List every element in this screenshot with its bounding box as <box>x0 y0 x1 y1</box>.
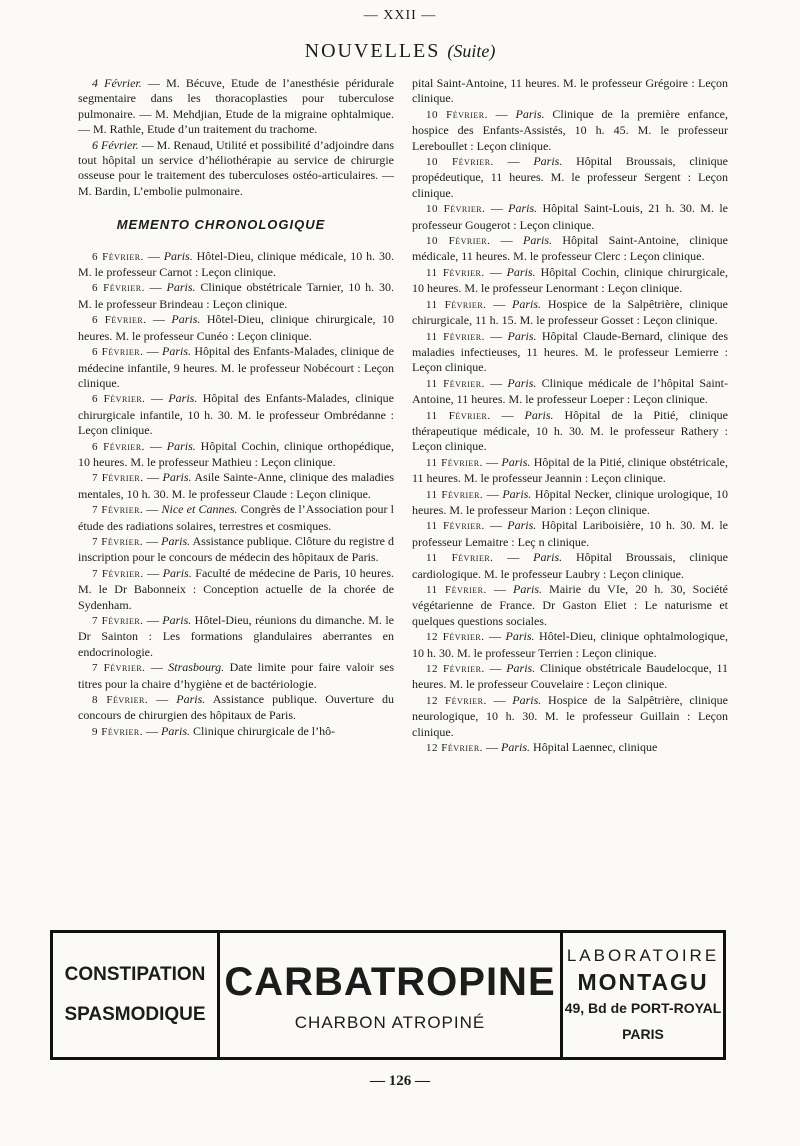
entry-date: 6 Février. <box>92 282 145 295</box>
entry-text: Clinique de la première enfance, hospice des Enfants-Assistés, 10 h. 45. M. le professeur Lereboullet : Leçon clinique. <box>412 106 728 153</box>
entry-city: Paris. <box>162 613 192 627</box>
entry-date: 10 Février. <box>426 108 488 121</box>
entry-date: 6 Février. <box>92 314 147 327</box>
entry-text: — M. Renaud, Utilité et possibilité d’adjoindre dans tout hôpital un service d’héliothérapie au service de chirurgie osseuse pour le traitement des tuberculoses ostéo-articulaires. — M. Bardin, L’embolie pulmonaire. <box>78 137 395 198</box>
entry: 7 Février. — Paris. Hôtel-Dieu, réunions du dimanche. M. le Dr Sainton : Les formations glandulaires aberrantes en endocrinologie. <box>78 613 394 659</box>
entry-city: Paris. <box>162 344 192 359</box>
entry-date: 6 Février. <box>92 346 144 359</box>
entry-text: Faculté de médecine de Paris, 10 heures. M. le Dr Babonneix : Conception actuelle de la chorée de Sydenham. <box>78 565 394 612</box>
entry-city: Paris. <box>166 438 196 453</box>
ad-left-panel <box>53 933 220 1057</box>
entry-text: Date limite pour faire valoir ses titres pour la chaire d’hygiène et de bactériologie. <box>78 660 394 691</box>
entry: 11 Février. — Paris. Mairie du VIe, 20 h. 30, Société végétarienne de France. Dr Gaston Eliet : Le naturisme et quelques questions sociales. <box>412 582 729 628</box>
ad-left-line1: CONSTIPATION <box>64 964 206 985</box>
entry-date: 11 Février. <box>426 520 485 533</box>
entry-city: Paris. <box>168 391 198 406</box>
memento-heading: MEMENTO CHRONOLOGIQUE <box>116 217 326 233</box>
entry-text: Hôpital Claude-Bernard, clinique des maladies infectieuses, 11 heures. M. le professeur Lemierre : Leçon clinique. <box>412 328 729 375</box>
entry-text: Hôtel-Dieu, clinique chirurgicale, 10 heures. M. le professeur Cunéo : Leçon clinique. <box>78 312 394 343</box>
entry-date: 11 Février. <box>426 298 487 311</box>
section-title-text: NOUVELLES <box>304 40 441 62</box>
entry: 11 Février. — Paris. Hôpital Cochin, clinique chirurgicale, 10 heures. M. le professeur Lenormant : Leçon clinique. <box>412 264 728 296</box>
entry: 7 Février. — Nice et Cannes. Congrès de l’Association pour l étude des radiations solaires, terrestres et cosmiques. <box>78 502 394 533</box>
right-continuation: pital Saint-Antoine, 11 heures. M. le professeur Grégoire : Leçon clinique. <box>412 76 728 106</box>
entry-date: 12 Février. <box>426 631 485 644</box>
entry-city: Paris. <box>176 692 206 707</box>
entry-date: 6 Février. <box>92 137 139 152</box>
entry: 12 Février. — Paris. Hospice de la Salpêtrière, clinique neurologique, 10 h. 30. M. le professeur Guillain : Leçon clinique. <box>412 692 729 739</box>
entry-date: 7 Février. <box>92 567 144 580</box>
entry-text: Clinique médicale de l’hôpital Saint-Antoine, 11 heures. M. le professeur Loeper : Leçon clinique. <box>412 375 728 407</box>
entry <box>78 138 394 200</box>
entry-city: Paris. <box>512 296 542 311</box>
entry: 7 Février. — Strasbourg. Date limite pour faire valoir ses titres pour la chaire d’hygiène et de bactériologie. <box>78 660 394 691</box>
entry-city: Paris. <box>161 723 191 738</box>
entry-city: Paris. <box>515 106 545 121</box>
entry: 7 Février. — Paris. Assistance publique. Clôture du registre d inscription pour le concours de médecin des hôpitaux de Paris. <box>78 533 394 565</box>
entry-date: 7 Février. <box>92 615 144 627</box>
entry-city: Paris. <box>523 233 553 248</box>
entry-date: 10 Février. <box>426 203 486 216</box>
entry: 7 Février. — Paris. Asile Sainte-Anne, clinique des maladies mentales, 10 h. 30. M. le professeur Claude : Leçon clinique. <box>78 470 395 501</box>
entry-city: Paris. <box>501 740 531 755</box>
entry: 11 Février. — Paris. Hôpital Broussais, clinique cardiologique. M. le professeur Laubry : Leçon clinique. <box>412 550 728 581</box>
entry: 11 Février. — Paris. Hôpital Claude-Bernard, clinique des maladies infectieuses, 11 heures. M. le professeur Lemierre : Leçon clinique. <box>412 328 729 375</box>
entry-text: Hôpital Cochin, clinique orthopédique, 10 heures. M. le professeur Mathieu : Leçon clinique. <box>78 438 394 469</box>
entry-text: Hôpital Laennec, clinique <box>530 740 658 755</box>
entry-city: Paris. <box>512 692 542 707</box>
entry-text: Clinique chirurgicale de l’hô- <box>190 723 336 738</box>
entry-city: Paris. <box>507 328 537 343</box>
entry: 12 Février. — Paris. Hôtel-Dieu, clinique ophtalmologique, 10 h. 30. M. le professeur Terrien : Leçon clinique. <box>412 629 728 660</box>
entry-date: 6 Février. <box>92 250 144 263</box>
entry-text: Hôpital Saint-Louis, 21 h. 30. M. le professeur Gougerot : Leçon clinique. <box>412 201 728 232</box>
entry-text: Hospice de la Salpêtrière, clinique neurologique, 10 h. 30. M. le professeur Guillain : Leçon clinique. <box>412 692 729 739</box>
entry-city: Nice et Cannes. <box>161 502 238 517</box>
entry-date: 12 Février. <box>426 694 487 707</box>
entry: 7 Février. — Paris. Faculté de médecine de Paris, 10 heures. M. le Dr Babonneix : Conception actuelle de la chorée de Sydenham. <box>78 565 394 612</box>
entry-text: Hôpital Broussais, clinique propédeutique, 11 heures. M. le professeur Sergent : Leçon clinique. <box>412 154 728 200</box>
entry-city: Paris. <box>533 154 563 169</box>
entry-date: 11 Février. <box>426 330 485 343</box>
entry-date: 11 Février. <box>426 552 494 565</box>
entry-date: 7 Février. <box>92 504 144 517</box>
entry: 8 Février. — Paris. Assistance publique. Ouverture du concours de chirurgien des hôpitaux de Paris. <box>78 692 394 723</box>
entry-date: 8 Février. <box>92 694 149 707</box>
entry-city: Paris. <box>513 582 543 596</box>
ad-right-panel <box>563 933 723 1057</box>
entry-text: Hôpital des Enfants-Malades, clinique de médecine infantile, 9 heures. M. le professeur Nobécourt : Leçon clinique. <box>78 344 394 390</box>
entry-text: Hospice de la Salpêtrière, clinique chirurgicale, 11 h. 15. M. le professeur Gosset : Leçon clinique. <box>412 296 728 328</box>
entry: 11 Février. — Paris. Hôpital de la Pitié, clinique obstétricale, 11 heures. M. le professeur Jeannin : Leçon clinique. <box>412 454 728 486</box>
entry: 12 Février. — Paris. Hôpital Laennec, clinique <box>426 740 658 755</box>
entry-text: Hôtel-Dieu, réunions du dimanche. M. le Dr Sainton : Les formations glandulaires aberrantes en endocrinologie. <box>78 613 394 659</box>
entry-city: Paris. <box>506 661 536 676</box>
page-header: — XXII — <box>363 8 437 23</box>
entry-text: Clinique obstétricale Baudelocque, 11 heures. M. le professeur Couvelaire : Leçon clinique. <box>412 661 728 692</box>
entry-city: Paris. <box>507 518 537 533</box>
entry: 6 Février. — Paris. Hôpital des Enfants-Malades, clinique chirurgicale infantile, 10 h. 30. M. le professeur Ombrédanne : Leçon clinique. <box>78 391 395 438</box>
entry-text: Congrès de l’Association pour l étude des radiations solaires, terrestres et cosmiques. <box>78 502 394 533</box>
right-memento-entries <box>412 107 728 757</box>
section-title <box>0 40 800 63</box>
entry-city: Paris. <box>508 201 538 216</box>
entry-text: Hôtel-Dieu, clinique ophtalmologique, 10 h. 30. M. le professeur Terrien : Leçon clinique. <box>412 629 728 660</box>
entry-date: 11 Février. <box>426 377 485 390</box>
entry-text: — M. Bécuve, Etude de l’anesthésie péridurale segmentaire dans les thoracoplasties pour tuberculose pulmonaire. — M. Mehdjian, Etude de la migraine ophtalmique. — M. Rathle, Etude d’un traitement du trachome. <box>78 76 395 137</box>
entry-date: 12 Février. <box>426 742 484 755</box>
entry-city: Paris. <box>163 248 193 263</box>
entry-date: 7 Février. <box>92 662 146 675</box>
entry-city: Paris. <box>171 312 201 327</box>
left-memento-entries <box>78 249 394 741</box>
entry-city: Paris. <box>166 280 196 295</box>
entry-city: Paris. <box>505 629 535 644</box>
entry-text: Hôpital Broussais, clinique cardiologique. M. le professeur Laubry : Leçon clinique. <box>412 550 728 581</box>
entry-city: Paris. <box>162 470 192 485</box>
entry-date: 7 Février. <box>92 535 144 548</box>
entry-city: Paris. <box>162 565 192 580</box>
section-title-suite: (Suite) <box>447 41 496 61</box>
ad-subtitle: CHARBON ATROPINÉ <box>294 1013 486 1032</box>
entry-date: 4 Février. <box>92 76 142 90</box>
entry-text: Hôpital des Enfants-Malades, clinique chirurgicale infantile, 10 h. 30. M. le professeur Ombrédanne : Leçon clinique. <box>78 391 395 438</box>
ad-lab-line2: MONTAGU <box>577 969 709 995</box>
entry-text: Assistance publique. Clôture du registre d inscription pour le concours de médecin des hôpitaux de Paris. <box>78 533 394 565</box>
entry-city: Paris. <box>502 486 532 501</box>
ad-middle-panel <box>220 933 563 1057</box>
entry: 11 Février. — Paris. Hôpital Lariboisière, 10 h. 30. M. le professeur Lemaitre : Leç n clinique. <box>412 518 729 549</box>
entry-text: Hôpital de la Pitié, clinique obstétricale, 11 heures. M. le professeur Jeannin : Leçon clinique. <box>412 454 728 486</box>
advertisement-box <box>50 930 726 1060</box>
entry-text: Mairie du VIe, 20 h. 30, Société végétarienne de France. Dr Gaston Eliet : Le naturisme et quelques questions sociales. <box>412 582 729 628</box>
entry-city: Paris. <box>533 550 563 565</box>
left-column <box>78 76 394 740</box>
ad-lab-address: 49, Bd de PORT-ROYAL <box>564 1000 722 1016</box>
entry-text: Clinique obstétricale Tarnier, 10 h. 30. M. le professeur Brindeau : Leçon clinique. <box>78 280 394 311</box>
entry: 10 Février. — Paris. Hôpital Saint-Antoine, clinique médicale, 11 heures. M. le professeur Clerc : Leçon clinique. <box>412 233 728 264</box>
entry: 10 Février. — Paris. Clinique de la première enfance, hospice des Enfants-Assistés, 10 h. 45. M. le professeur Lereboullet : Leçon clinique. <box>412 106 728 153</box>
entry-date: 6 Février. <box>92 440 145 453</box>
entry-date: 11 Février. <box>426 266 485 279</box>
entry: 12 Février. — Paris. Clinique obstétricale Baudelocque, 11 heures. M. le professeur Couvelaire : Leçon clinique. <box>412 661 728 692</box>
entry: 6 Février. — Paris. Hôtel-Dieu, clinique chirurgicale, 10 heures. M. le professeur Cunéo : Leçon clinique. <box>78 312 394 343</box>
right-column <box>412 76 728 756</box>
entry-date: 10 Février. <box>426 156 494 169</box>
entry-date: 11 Février. <box>426 488 484 501</box>
entry: 10 Février. — Paris. Hôpital Saint-Louis, 21 h. 30. M. le professeur Gougerot : Leçon clinique. <box>412 201 728 232</box>
entry: 6 Février. — Paris. Hôpital Cochin, clinique orthopédique, 10 heures. M. le professeur Mathieu : Leçon clinique. <box>78 438 394 469</box>
entry-text: Hôpital Lariboisière, 10 h. 30. M. le professeur Lemaitre : Leç n clinique. <box>412 518 729 549</box>
entry-date: 9 Février. <box>92 725 144 738</box>
entry: 11 Février. — Paris. Hôpital de la Pitié, clinique thérapeutique médicale, 10 h. 30. M. le professeur Rathery : Leçon clinique. <box>412 407 729 454</box>
ad-lab-city: PARIS <box>622 1026 664 1042</box>
entry: 6 Février. — Paris. Clinique obstétricale Tarnier, 10 h. 30. M. le professeur Brindeau : Leçon clinique. <box>78 280 394 311</box>
entry: 11 Février. — Paris. Hôpital Necker, clinique urologique, 10 heures. M. le professeur Marion : Leçon clinique. <box>412 486 728 517</box>
entry-date: 11 Février. <box>426 584 487 596</box>
entry-text: Hôpital Necker, clinique urologique, 10 heures. M. le professeur Marion : Leçon clinique. <box>412 486 728 517</box>
left-top-entries <box>78 76 394 199</box>
entry-city: Paris. <box>161 533 191 548</box>
entry-text: Asile Sainte-Anne, clinique des maladies mentales, 10 h. 30. M. le professeur Claude : Leçon clinique. <box>78 470 395 501</box>
entry-text: Hôpital Cochin, clinique chirurgicale, 10 heures. M. le professeur Lenormant : Leçon clinique. <box>412 264 728 296</box>
entry <box>78 76 394 138</box>
entry: 11 Février. — Paris. Clinique médicale de l’hôpital Saint-Antoine, 11 heures. M. le professeur Loeper : Leçon clinique. <box>412 375 728 407</box>
entry: 10 Février. — Paris. Hôpital Broussais, clinique propédeutique, 11 heures. M. le professeur Sergent : Leçon clinique. <box>412 154 728 200</box>
entry-date: 11 Février. <box>426 409 491 422</box>
entry-text: Hôpital Saint-Antoine, clinique médicale, 11 heures. M. le professeur Clerc : Leçon clinique. <box>412 233 728 264</box>
entry-city: Strasbourg. <box>168 660 225 675</box>
entry-text: Hôtel-Dieu, clinique médicale, 10 h. 30. M. le professeur Carnot : Leçon clinique. <box>78 248 394 280</box>
ad-lab-line1: LABORATOIRE <box>566 946 720 965</box>
entry: 11 Février. — Paris. Hospice de la Salpêtrière, clinique chirurgicale, 11 h. 15. M. le professeur Gosset : Leçon clinique. <box>412 296 728 328</box>
ad-left-line2: SPASMODIQUE <box>64 1004 206 1025</box>
entry-date: 11 Février. <box>426 456 483 469</box>
entry-city: Paris. <box>524 407 554 422</box>
ad-brand: CARBATROPINE <box>224 960 556 1004</box>
page-number: — 126 — <box>370 1073 430 1089</box>
entry: 9 Février. — Paris. Clinique chirurgicale de l’hô- <box>92 723 336 738</box>
entry-date: 12 Février. <box>426 663 485 676</box>
entry-date: 6 Février. <box>92 393 146 406</box>
entry: 6 Février. — Paris. Hôtel-Dieu, clinique médicale, 10 h. 30. M. le professeur Carnot : Leçon clinique. <box>78 248 394 280</box>
entry-city: Paris. <box>506 264 536 279</box>
entry-text: Hôpital de la Pitié, clinique thérapeutique médicale, 10 h. 30. M. le professeur Rathery : Leçon clinique. <box>412 407 729 454</box>
entry-date: 10 Février. <box>426 235 491 248</box>
entry-date: 7 Février. <box>92 472 144 485</box>
entry-text: Assistance publique. Ouverture du concours de chirurgien des hôpitaux de Paris. <box>78 692 394 723</box>
entry: 6 Février. — Paris. Hôpital des Enfants-Malades, clinique de médecine infantile, 9 heures. M. le professeur Nobécourt : Leçon clinique. <box>78 344 394 390</box>
entry-city: Paris. <box>507 375 537 390</box>
entry-city: Paris. <box>501 454 531 469</box>
